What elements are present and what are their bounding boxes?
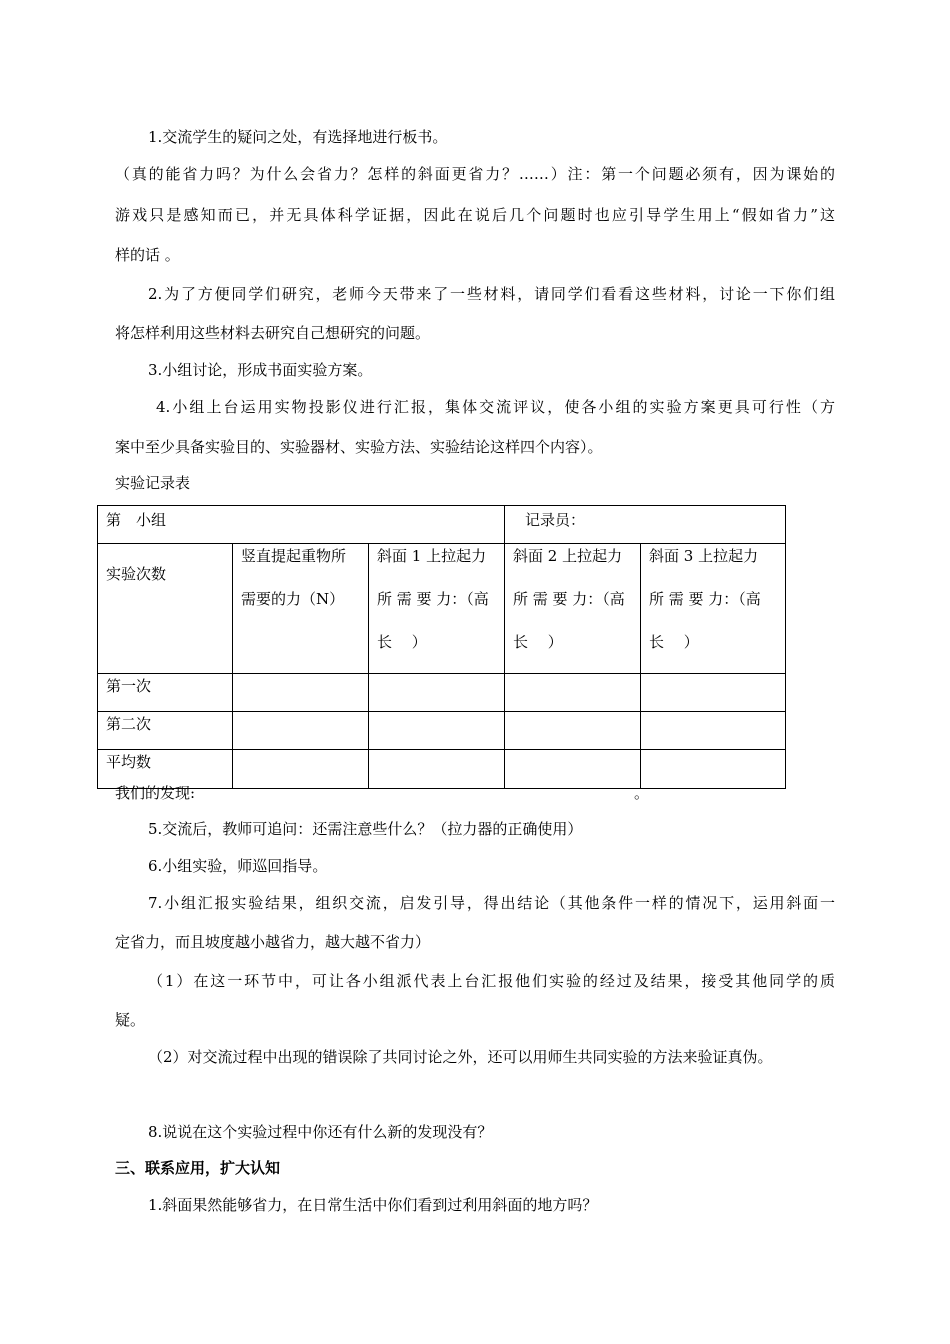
- table-cell: [233, 712, 369, 750]
- table-cell: [641, 712, 786, 750]
- table-cell: [369, 750, 505, 789]
- findings-end: 。: [634, 784, 650, 802]
- table-cell: [505, 750, 641, 789]
- paragraph-1: 1.交流学生的疑问之处，有选择地进行板书。: [148, 128, 448, 146]
- header-vertical: [233, 544, 369, 674]
- row-label-average: 平均数: [98, 750, 233, 789]
- paragraph-9-line-1: （1）在这一环节中，可让各小组派代表上台汇报他们实验的经过及结果，接受其他同学的质: [148, 972, 835, 990]
- findings-label: 我们的发现:: [115, 784, 196, 802]
- paragraph-11: 8.说说在这个实验过程中你还有什么新的发现没有？: [148, 1123, 493, 1141]
- table-cell: [641, 674, 786, 712]
- paragraph-3-line-2: 将怎样利用这些材料去研究自己想研究的问题。: [115, 324, 431, 342]
- header-trials-label: 实验次数: [106, 565, 167, 583]
- table-title-row: [98, 506, 786, 544]
- table-cell: [505, 674, 641, 712]
- header-slope-1: [369, 544, 505, 674]
- header-slope-1-line-1: 斜面 1 上拉起力: [377, 547, 487, 565]
- header-slope-3-line-3: 长 ）: [649, 633, 699, 651]
- header-slope-2-line-3: 长 ）: [513, 633, 563, 651]
- table-cell: [641, 750, 786, 789]
- paragraph-2-line-3: 样的话 。: [115, 246, 180, 264]
- table-cell: [505, 712, 641, 750]
- header-slope-3-line-2: 所 需 要 力：（高: [649, 590, 761, 608]
- paragraph-7: 6.小组实验，师巡回指导。: [148, 857, 328, 875]
- header-slope-2-line-1: 斜面 2 上拉起力: [513, 547, 623, 565]
- group-label-cell: [98, 506, 505, 544]
- paragraph-10: （2）对交流过程中出现的错误除了共同讨论之外，还可以用师生共同实验的方法来验证真伪。: [148, 1048, 773, 1066]
- table-row: [98, 712, 786, 750]
- header-vertical-line-2: 需要的力（N）: [241, 590, 345, 608]
- group-label: 第 小组: [106, 511, 167, 529]
- experiment-record-table: [97, 505, 786, 789]
- table-row: [98, 750, 786, 789]
- recorder-cell: [505, 506, 786, 544]
- table-cell: [233, 674, 369, 712]
- recorder-label: 记录员：: [525, 511, 586, 529]
- paragraph-3-line-1: 2.为了方便同学们研究，老师今天带来了一些材料，请同学们看看这些材料，讨论一下你们组: [148, 285, 835, 303]
- header-slope-3: [641, 544, 786, 674]
- header-slope-3-line-1: 斜面 3 上拉起力: [649, 547, 759, 565]
- paragraph-12: 1.斜面果然能够省力，在日常生活中你们看到过利用斜面的地方吗？: [148, 1196, 598, 1214]
- table-header-row: [98, 544, 786, 674]
- paragraph-8-line-2: 定省力，而且坡度越小越省力，越大越不省力）: [115, 933, 431, 951]
- header-slope-2: [505, 544, 641, 674]
- paragraph-2-line-2: 游戏只是感知而已，并无具体科学证据，因此在说后几个问题时也应引导学生用上“假如省力”这: [115, 206, 835, 224]
- table-row: [98, 674, 786, 712]
- paragraph-4: 3.小组讨论，形成书面实验方案。: [148, 361, 373, 379]
- table-caption: 实验记录表: [115, 474, 191, 492]
- paragraph-2-line-1: （真的能省力吗？为什么会省力？怎样的斜面更省力？……）注：第一个问题必须有，因为课始的: [115, 165, 835, 183]
- header-slope-1-line-2: 所 需 要 力：（高: [377, 590, 489, 608]
- header-trials: [98, 544, 233, 674]
- paragraph-6: 5.交流后，教师可追问：还需注意些什么？（拉力器的正确使用）: [148, 820, 583, 838]
- header-slope-1-line-3: 长 ）: [377, 633, 427, 651]
- paragraph-8-line-1: 7.小组汇报实验结果，组织交流，启发引导，得出结论（其他条件一样的情况下，运用斜面一: [148, 894, 835, 912]
- table-cell: [369, 674, 505, 712]
- header-slope-2-line-2: 所 需 要 力：（高: [513, 590, 625, 608]
- table-cell: [369, 712, 505, 750]
- row-label-second: 第二次: [98, 712, 233, 750]
- paragraph-9-line-2: 疑。: [115, 1011, 146, 1029]
- table-cell: [233, 750, 369, 789]
- header-vertical-line-1: 竖直提起重物所: [241, 547, 347, 565]
- row-label-first: 第一次: [98, 674, 233, 712]
- paragraph-5-line-2: 案中至少具备实验目的、实验器材、实验方法、实验结论这样四个内容）。: [115, 438, 603, 456]
- section-3-heading: 三、联系应用，扩大认知: [115, 1159, 281, 1177]
- paragraph-5-line-1: 4.小组上台运用实物投影仪进行汇报，集体交流评议，使各小组的实验方案更具可行性（方: [156, 398, 835, 416]
